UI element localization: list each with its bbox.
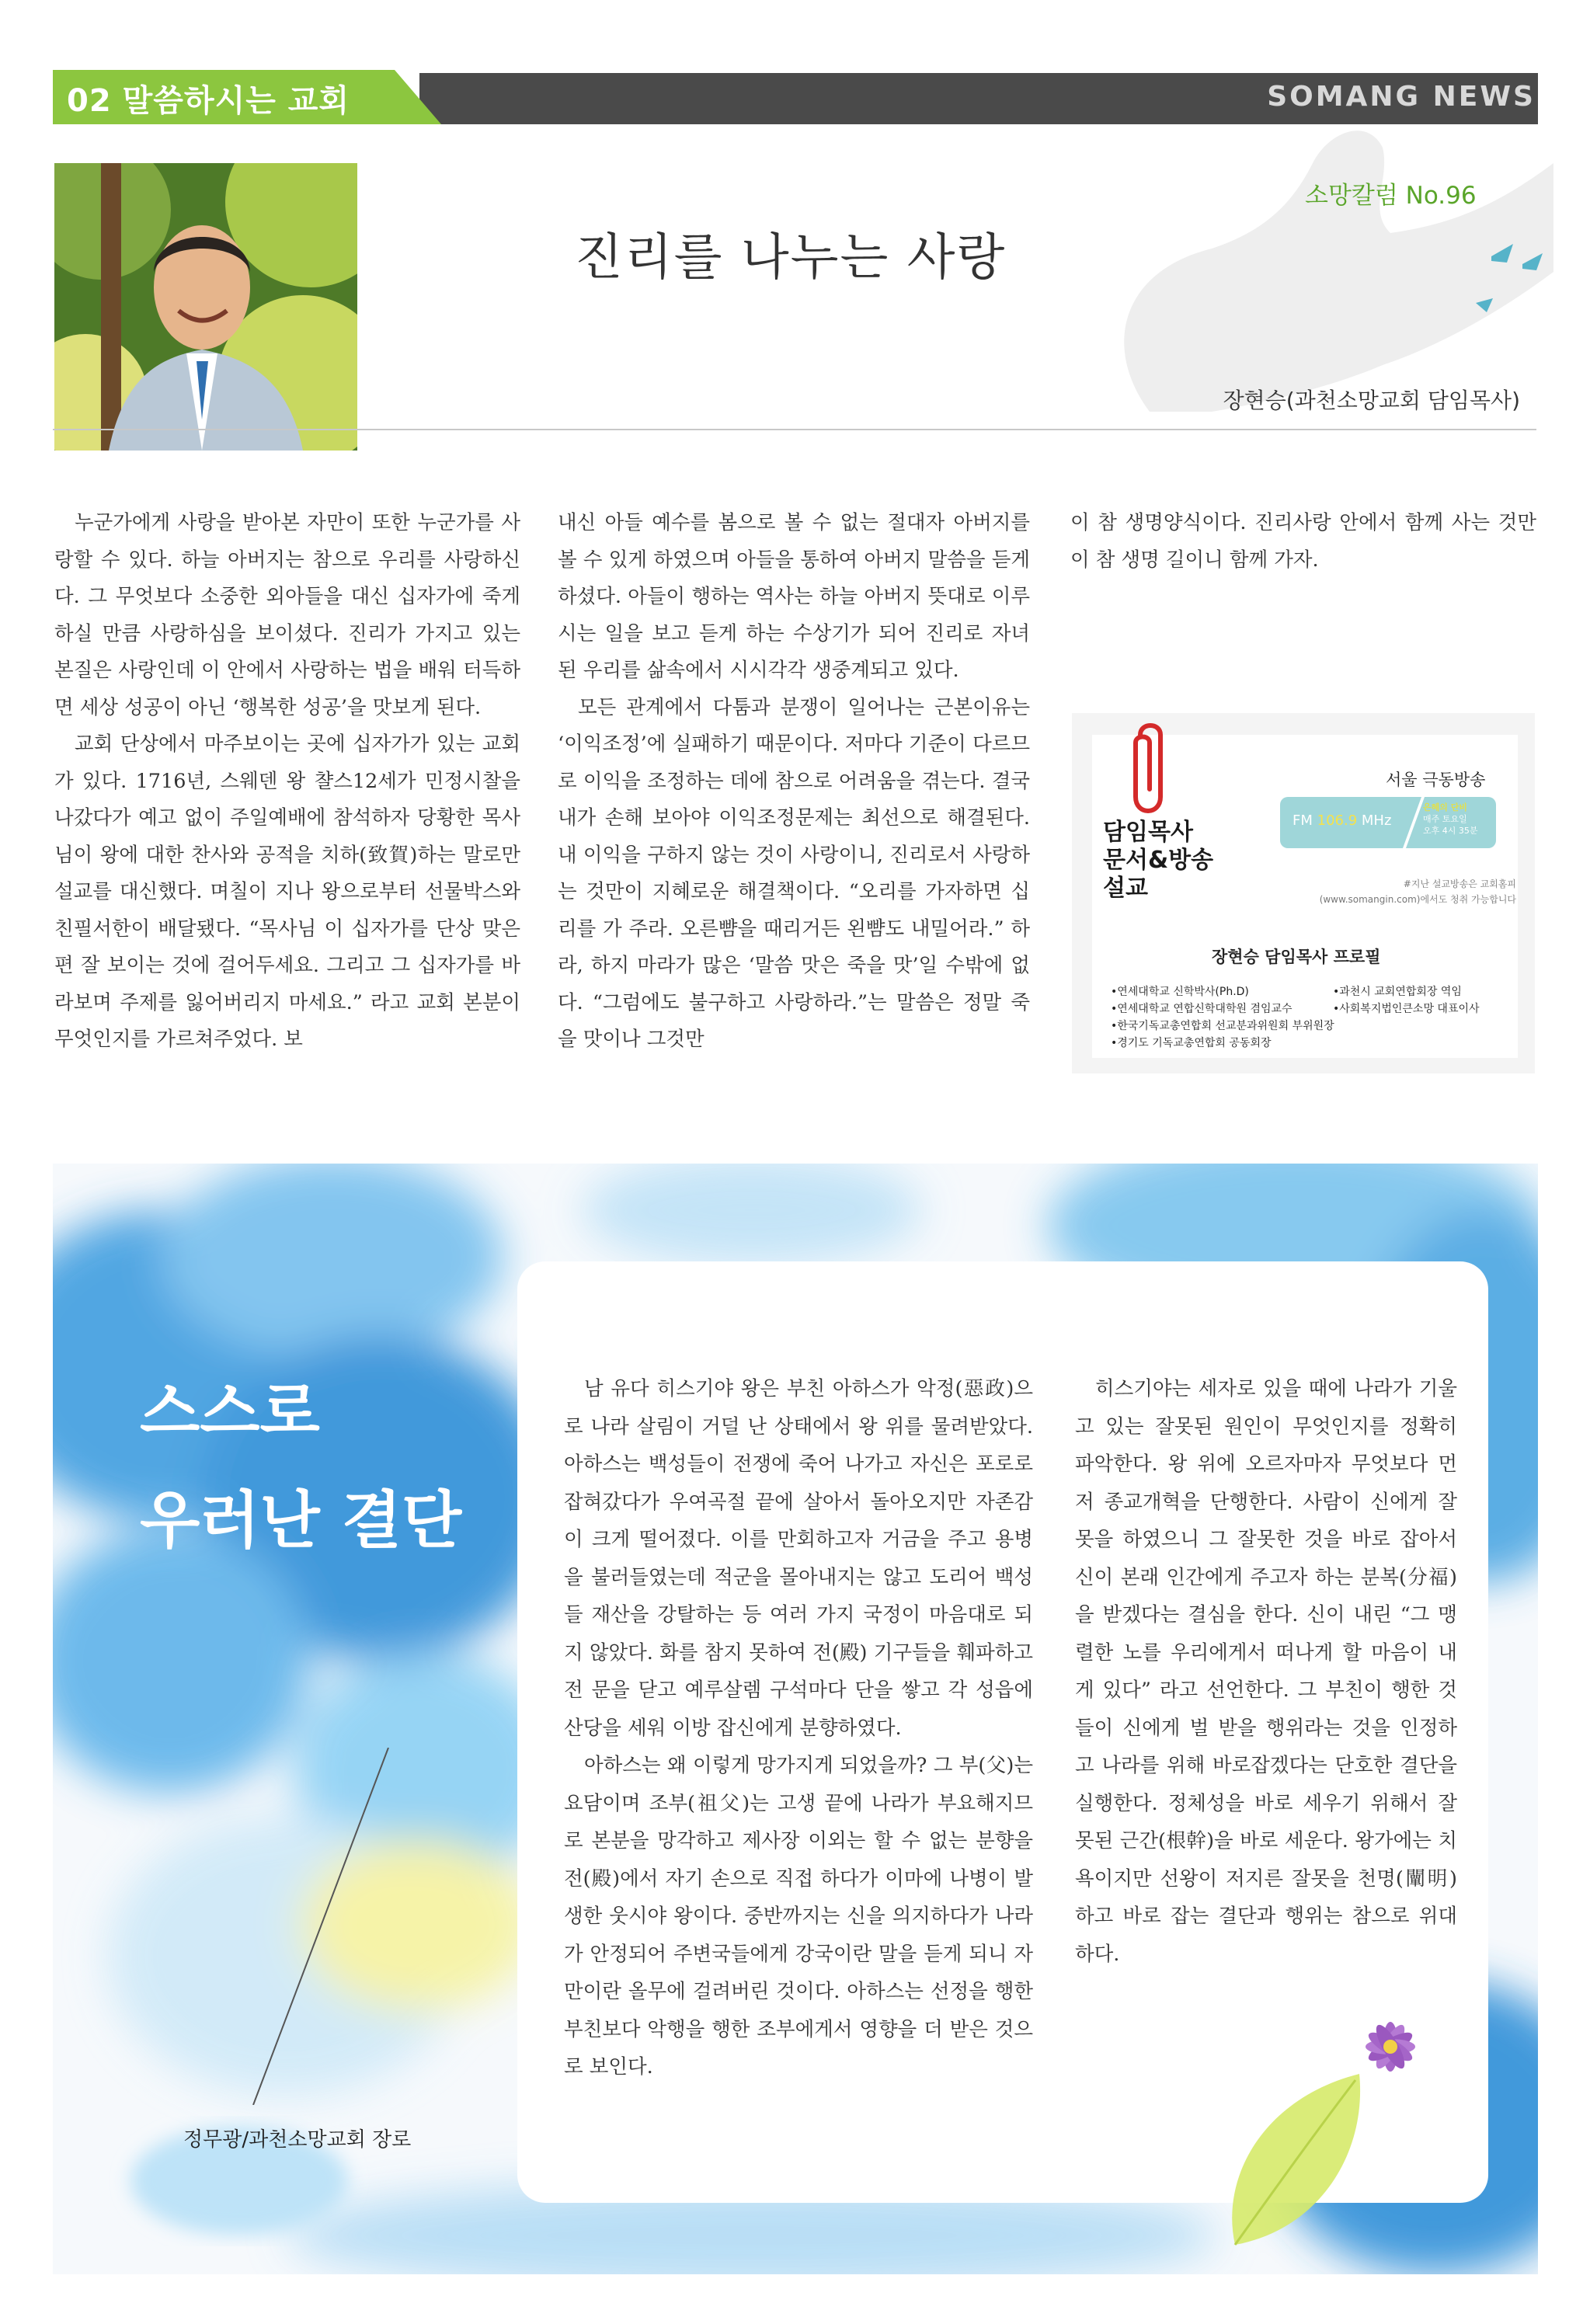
page-label — [67, 76, 350, 120]
dove-illustration — [1056, 117, 1553, 412]
paragraph: 히스기야는 세자로 있을 때에 나라가 기울고 있는 잘못된 원인이 무엇인지를 정확히 파악한다. 왕 위에 오르자마자 무엇보다 먼저 종교개혁을 단행한다. 사람이 신에게 잘못을 하였으니 그 잘못한 것을 바로 잡아서 신이 본래 인간에게 주고자 하는 분복(分福)을 받겠다는 결심을 한다. 신이 내린 “그 맹렬한 노를 우리에게서 떠나게 할 마음이 내게 있다” 라고 선언한다. 그 부친이 행한 것들이 신에게 벌 받을 행위라는 것을 인정하고 나라를 위해 바로잡겠다는 단호한 결단을 실행한다. 정체성을 바로 세우기 위해서 잘못된 근간(根幹)을 바로 세운다. 왕가에는 치욕이지만 선왕이 저지른 잘못을 천명(闡明)하고 바로 잡는 결단과 행위는 참으로 위대하다. — [1075, 1377, 1457, 1966]
feature-column-1 — [564, 1370, 1033, 2086]
feature-author: 정무광/과천소망교회 장로 — [183, 2128, 412, 2152]
profile-title: 장현승 담임목사 프로필 — [1212, 948, 1381, 966]
profile-item: •과천시 교회연합회장 역임 — [1333, 986, 1462, 998]
profile-item: •연세대학교 연합신학대학원 겸임교수 — [1111, 1003, 1293, 1015]
program-info: 은혜의 단비 매주 토요일 오후 4시 35분 — [1423, 802, 1478, 836]
profile-item: •한국기독교총연합회 선교분과위원회 부위원장 — [1111, 1020, 1334, 1032]
brand-logo: SOMANG NEWS — [1267, 81, 1536, 113]
profile-item: •경기도 기독교총연합회 공동회장 — [1111, 1037, 1272, 1049]
slash-divider — [1403, 797, 1425, 848]
broadcast-station: 서울 극동방송 — [1386, 771, 1486, 789]
pastor-photo — [54, 163, 357, 451]
paragraph: 남 유다 히스기야 왕은 부친 아하스가 악정(惡政)으로 나라 살림이 거덜 난 상태에서 왕 위를 물려받았다. 아하스는 백성들이 전쟁에 죽어 나가고 자신은 포로로 잡혀갔다가 우여곡절 끝에 살아서 돌아오지만 자존감이 크게 떨어졌다. 이를 만회하고자 거금을 주고 용병을 불러들였는데 적군을 몰아내지는 않고 도리어 백성들 재산을 강탈하는 등 여러 가지 국정이 마음대로 되지 않았다. 화를 참지 못하여 전(殿) 기구들을 훼파하고 전 문을 닫고 예루살렘 구석마다 단을 쌓고 각 성읍에 산당을 세워 이방 잡신에게 분향하였다. — [564, 1377, 1033, 1740]
frequency-label: FM 106.9 MHz — [1293, 812, 1392, 829]
page-number: 02 — [67, 83, 112, 119]
feature-title-line: 스스로 — [140, 1376, 320, 1448]
paragraph: 모든 관계에서 다툼과 분쟁이 일어나는 근본이유는 ‘이익조정’에 실패하기 때문이다. 저마다 기준이 다르므로 이익을 조정하는 데에 참으로 어려움을 겪는다. 결국 내가 손해 보아야 이익조정문제는 최선으로 해결된다. 내 이익을 구하지 않는 것이 사랑이니, 진리로서 사랑하는 것만이 지혜로운 해결책이다. “오리를 가자하면 십리를 가 주라. 오른뺨을 때리거든 왼뺨도 내밀어라.” 하라, 하지 마라가 많은 ‘말씀 맛은 죽을 맛’일 수밖에 없다. “그럼에도 불구하고 사랑하라.”는 말씀은 정말 죽을 맛이나 그것만 — [558, 695, 1030, 1051]
feature-column-2 — [1075, 1370, 1457, 1973]
paragraph: 누군가에게 사랑을 받아본 자만이 또한 누군가를 사랑할 수 있다. 하늘 아버지는 참으로 우리를 사랑하신다. 그 무엇보다 소중한 외아들을 대신 십자가에 죽게 하실 만큼 사랑하심을 보이셨다. 진리가 가지고 있는 본질은 사랑인데 이 안에서 사랑하는 법을 배워 터득하면 세상 성공이 아닌 ‘행복한 성공’을 맛보게 된다. — [54, 511, 520, 719]
column-number: 소망칼럼 No.96 — [1305, 182, 1477, 210]
feature-title — [140, 1358, 461, 1575]
broadcast-heading-line: 담임목사 — [1103, 819, 1193, 846]
paragraph: 교회 단상에서 마주보이는 곳에 십자가가 있는 교회가 있다. 1716년, 스웨덴 왕 챨스12세가 민정시찰을 나갔다가 예고 없이 주일예배에 참석하자 당황한 목사님이 왕에 대한 찬사와 공적을 치하(致賀)하는 말로만 설교를 대신했다. 며칠이 지나 왕으로부터 선물박스와 친필서한이 배달됐다. “목사님 이 십자가를 단상 맞은편 잘 보이는 것에 걸어두세요. 그리고 그 십자가를 바라보며 주제를 잃어버리지 마세요.” 라고 교회 본분이 무엇인지를 가르쳐주었다. 보 — [54, 732, 520, 1051]
article-column-2 — [558, 505, 1030, 1059]
broadcast-heading-line: 설교 — [1103, 875, 1148, 902]
feature-title-line: 우러난 결단 — [140, 1484, 462, 1557]
profile-item: •사회복지법인큰소망 대표이사 — [1333, 1003, 1480, 1015]
frequency-badge — [1280, 797, 1496, 848]
article-column-3 — [1070, 505, 1536, 579]
leaf-icon — [1212, 2066, 1367, 2253]
paragraph: 내신 아들 예수를 봄으로 볼 수 없는 절대자 아버지를 볼 수 있게 하였으며 아들을 통하여 아버지 말씀을 듣게 하셨다. 아들이 행하는 역사는 하늘 아버지 뜻대로 이루시는 일을 보고 듣게 하는 수상기가 되어 진리로 자녀 된 우리를 삶속에서 시시각각 생중계되고 있다. — [558, 511, 1030, 682]
broadcast-heading — [1103, 819, 1213, 903]
divider — [53, 429, 1536, 430]
broadcast-note: #지난 설교방송은 교회홈피 (www.somangin.com)에서도 청취 가능합니다 — [1319, 878, 1516, 905]
paperclip-icon — [1123, 719, 1178, 820]
article-column-1 — [54, 505, 520, 1059]
paragraph: 이 참 생명양식이다. 진리사랑 안에서 함께 사는 것만이 참 생명 길이니 함께 가자. — [1070, 511, 1536, 572]
broadcast-heading-line: 문서&방송 — [1103, 847, 1214, 874]
article-title: 진리를 나누는 사랑 — [575, 229, 1007, 287]
paragraph: 아하스는 왜 이렇게 망가지게 되었을까? 그 부(父)는 요담이며 조부(祖父)는 고생 끝에 나라가 부요해지므로 본분을 망각하고 제사장 이외는 할 수 없는 분향을 전(殿)에서 자기 손으로 직접 하다가 이마에 나병이 발생한 웃시야 왕이다. 중반까지는 신을 의지하다가 나라가 안정되어 주변국들에게 강국이란 말을 듣게 되니 자만이란 올무에 걸려버린 것이다. 아하스는 선정을 행한 부친보다 악행을 행한 조부에게서 영향을 더 받은 것으로 보인다. — [564, 1754, 1033, 2079]
article-author: 장현승(과천소망교회 담임목사) — [1223, 388, 1520, 413]
section-name: 말씀하시는 교회 — [122, 83, 350, 119]
profile-item: •연세대학교 신학박사(Ph.D) — [1111, 986, 1249, 998]
diagonal-line — [249, 1748, 404, 2105]
